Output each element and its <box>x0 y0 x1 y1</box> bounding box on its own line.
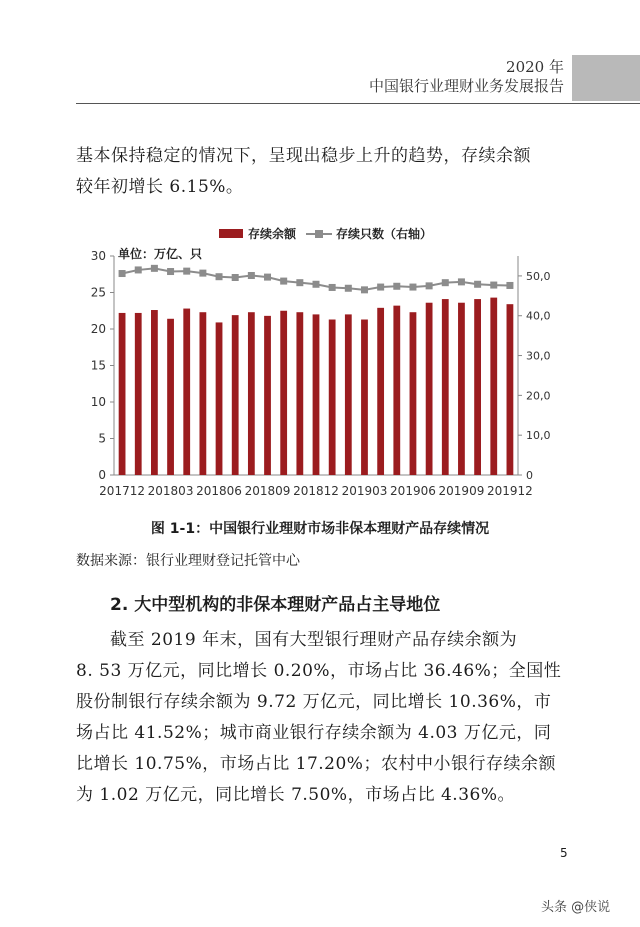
legend-line-label: 存续只数（右轴） <box>336 227 433 241</box>
bar <box>474 299 481 475</box>
line-point <box>167 268 174 275</box>
line-point <box>458 278 465 285</box>
x-tick-label: 201803 <box>147 484 194 498</box>
bar <box>248 312 255 475</box>
bar <box>313 314 320 475</box>
line-point <box>474 281 481 288</box>
right-tick-label: 10,0 <box>526 429 551 443</box>
bar <box>151 310 158 475</box>
legend-line-marker <box>315 230 323 238</box>
line-point <box>264 274 271 281</box>
line-point <box>361 286 368 293</box>
x-tick-label: 201912 <box>487 484 533 498</box>
watermark: 头条 @侠说 <box>541 900 611 915</box>
bar <box>426 303 433 475</box>
header-rule <box>76 103 640 104</box>
line-point <box>345 285 352 292</box>
body-line-1-text: 截至 2019 年末，国有大型银行理财产品存续余额为 <box>110 630 518 650</box>
bar <box>296 312 303 475</box>
bar <box>377 308 384 475</box>
bar <box>410 312 417 475</box>
left-tick-label: 5 <box>98 431 106 446</box>
figure-caption: 图 1-1：中国银行业理财市场非保本理财产品存续情况 <box>150 521 490 537</box>
page-number: 5 <box>560 846 568 860</box>
left-tick-label: 15 <box>90 358 106 373</box>
bar <box>490 298 497 475</box>
intro-line-2: 较年初增长 6.15%。 <box>76 177 244 197</box>
body-line-3: 股份制银行存续余额为 9.72 万亿元，同比增长 10.36%，市 <box>76 692 552 712</box>
chart-legend <box>219 226 432 241</box>
left-tick-label: 25 <box>90 285 106 300</box>
header-year: 2020 年 <box>506 58 564 76</box>
line-series <box>119 265 514 294</box>
bar <box>361 320 368 475</box>
body-paragraph <box>76 625 576 811</box>
line-point <box>426 282 433 289</box>
intro-paragraph <box>76 141 576 203</box>
bar <box>216 322 223 475</box>
x-tick-label: 201909 <box>438 484 485 498</box>
line-point <box>280 278 287 285</box>
bar <box>345 314 352 475</box>
bar <box>393 306 400 475</box>
left-tick-label: 20 <box>90 322 106 336</box>
left-tick-label: 30 <box>90 249 106 263</box>
line-point <box>248 272 255 279</box>
body-line-5: 比增长 10.75%，市场占比 17.20%；农村中小银行存续余额 <box>76 754 556 774</box>
line-point <box>506 282 513 289</box>
chart <box>70 218 570 508</box>
line-point <box>313 281 320 288</box>
line-point <box>199 270 206 277</box>
body-line-1 <box>76 625 576 656</box>
header-gray-block <box>572 55 640 101</box>
line-point <box>329 284 336 291</box>
x-tick-label: 201903 <box>341 484 388 498</box>
line-point <box>377 284 384 291</box>
x-tick-label: 201906 <box>390 484 436 498</box>
chart-svg <box>70 218 570 508</box>
data-source: 数据来源：银行业理财登记托管中心 <box>76 553 300 569</box>
bar <box>199 312 206 475</box>
line-point <box>183 268 190 275</box>
line-point <box>296 279 303 286</box>
bar <box>329 320 336 475</box>
running-header <box>369 58 564 96</box>
right-tick-label: 0 <box>526 469 533 482</box>
bar <box>280 311 287 475</box>
x-tick-label: 201809 <box>244 484 291 498</box>
bar-series <box>119 298 514 475</box>
bar <box>167 319 174 475</box>
line-point <box>232 274 239 281</box>
section-heading: 2. 大中型机构的非保本理财产品占主导地位 <box>110 595 441 615</box>
line-point <box>135 266 142 273</box>
right-tick-label: 20,0 <box>526 389 551 403</box>
bar <box>135 313 142 475</box>
right-tick-label: 30,0 <box>526 349 551 363</box>
bar <box>442 299 449 475</box>
left-tick-label: 10 <box>90 395 106 409</box>
bar <box>232 315 239 475</box>
line-point <box>490 282 497 289</box>
bar <box>119 313 126 475</box>
header-report-title: 中国银行业理财业务发展报告 <box>368 77 564 95</box>
line-point <box>216 273 223 280</box>
right-tick-label: 40,0 <box>526 309 551 323</box>
body-line-4: 场占比 41.52%；城市商业银行存续余额为 4.03 万亿元，同 <box>76 723 552 743</box>
chart-unit-label: 单位：万亿、只 <box>118 247 203 261</box>
legend-bar-label: 存续余额 <box>248 227 297 241</box>
left-tick-label: 0 <box>98 468 106 482</box>
x-tick-label: 201712 <box>99 484 145 498</box>
x-axis-ticks <box>99 484 533 498</box>
bar <box>264 316 271 475</box>
right-tick-label: 50,0 <box>526 269 551 283</box>
line-point <box>393 283 400 290</box>
line-point <box>119 270 126 277</box>
x-tick-label: 201812 <box>293 484 339 498</box>
bar <box>507 304 514 475</box>
x-tick-label: 201806 <box>196 484 242 498</box>
line-point <box>151 265 158 272</box>
line-point <box>442 279 449 286</box>
intro-line-1: 基本保持稳定的情况下，呈现出稳步上升的趋势，存续余额 <box>76 146 531 166</box>
left-axis-ticks <box>91 249 114 482</box>
body-line-2: 8. 53 万亿元，同比增长 0.20%，市场占比 36.46%；全国性 <box>76 661 562 681</box>
body-line-6: 为 1.02 万亿元，同比增长 7.50%，市场占比 4.36%。 <box>76 785 515 805</box>
right-axis-ticks <box>518 270 551 482</box>
bar <box>458 303 465 475</box>
legend-bar-swatch <box>219 229 243 238</box>
line-point <box>409 284 416 291</box>
bar <box>183 309 190 475</box>
